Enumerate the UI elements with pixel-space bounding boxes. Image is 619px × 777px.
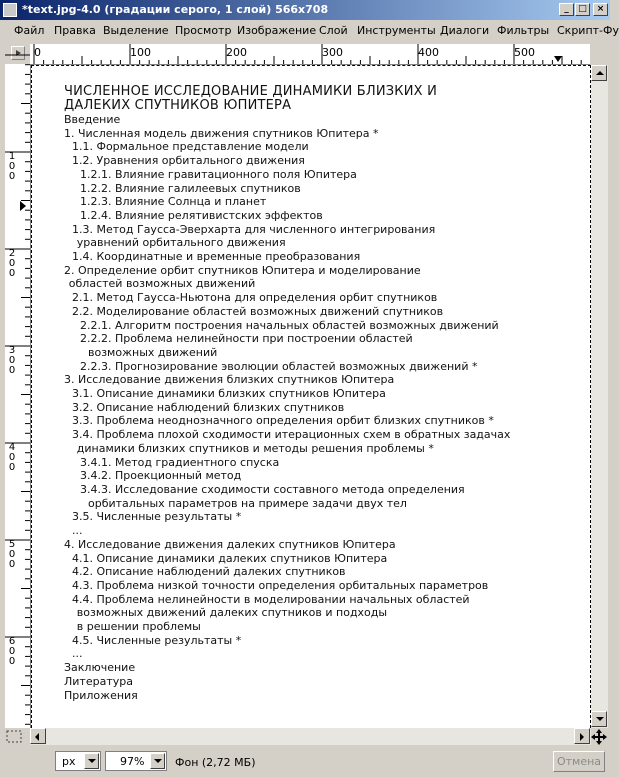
vertical-scrollbar[interactable]	[591, 65, 608, 728]
horizontal-ruler[interactable]	[30, 44, 590, 65]
status-bar	[0, 746, 610, 777]
canvas-left-boundary	[31, 65, 32, 728]
horizontal-scrollbar[interactable]	[30, 728, 591, 745]
toc-line: 1.2.3. Влияние Солнца и планет	[80, 195, 267, 209]
menu-view[interactable]: Просмотр	[175, 24, 232, 37]
scroll-down-button[interactable]	[591, 711, 607, 727]
cancel-button[interactable]: Отмена	[553, 751, 605, 772]
menu-bar	[0, 20, 619, 40]
hruler-label: 400	[418, 46, 439, 59]
toc-line: 2. Определение орбит спутников Юпитера и моделирование	[64, 263, 421, 277]
menu-tools[interactable]: Инструменты	[357, 24, 436, 37]
vruler-label: 3 0 0	[8, 345, 16, 376]
toc-line: 1.2.1. Влияние гравитационного поля Юпитера	[80, 167, 357, 181]
toc-line: 4.3. Проблема низкой точности определения орбитальных параметров	[72, 578, 489, 592]
toc-line: областей возможных движений	[68, 277, 256, 291]
toc-line: орбитальных параметров на примере задачи двух тел	[88, 496, 407, 510]
vruler-label: 6 0 0	[8, 636, 16, 667]
maximize-button[interactable]: □	[575, 3, 590, 16]
window-titlebar[interactable]	[0, 0, 610, 20]
toc-line: 2.2.1. Алгоритм построения начальных областей возможных движений	[80, 318, 499, 332]
toc-line: возможных движений далеких спутников и подходы	[76, 606, 388, 620]
image-canvas[interactable]	[31, 65, 591, 728]
canvas-top-boundary	[31, 65, 591, 66]
toc-line: 2.1. Метод Гаусса-Ньютона для определения орбит спутников	[72, 291, 438, 305]
zoom-selector[interactable]	[105, 751, 167, 771]
toc-line: Литература	[64, 674, 133, 688]
toc-line: 3.4.1. Метод градиентного спуска	[80, 455, 280, 469]
toc-line: 2.2.2. Проблема нелинейности при построении областей	[80, 332, 413, 346]
scroll-right-button[interactable]	[574, 728, 590, 744]
status-info: Фон (2,72 МБ)	[175, 756, 256, 769]
menu-image[interactable]: Изображение	[237, 24, 317, 37]
hruler-label: 300	[322, 46, 343, 59]
scroll-left-button[interactable]	[30, 728, 46, 744]
vruler-label: 4 0 0	[8, 442, 16, 473]
vertical-ruler[interactable]	[5, 64, 31, 728]
window-title: *text.jpg-4.0 (градации серого, 1 слой) 566x708	[22, 3, 329, 16]
vruler-label: 2 0 0	[8, 248, 16, 279]
toc-line: ...	[72, 524, 83, 538]
toc-line: 1.3. Метод Гаусса-Эверхарта для численного интегрирования	[72, 222, 436, 236]
toc-line: 3.4.2. Проекционный метод	[80, 469, 242, 483]
toc-line: 2.2. Моделирование областей возможных движений спутников	[72, 304, 444, 318]
menu-file[interactable]: Файл	[14, 24, 45, 37]
unit-selector[interactable]	[55, 751, 101, 771]
menu-dialogs[interactable]: Диалоги	[440, 24, 490, 37]
gimp-app-icon[interactable]	[3, 3, 17, 17]
toc-line: 3.4.3. Исследование сходимости составного метода определения	[80, 482, 465, 496]
vruler-label: 1 0 0	[8, 151, 16, 182]
menu-layer[interactable]: Слой	[319, 24, 348, 37]
chevron-down-icon[interactable]	[150, 753, 165, 769]
toc-line: 3.4. Проблема плохой сходимости итерационных схем в обратных задачах	[72, 428, 511, 442]
toc-line: динамики близких спутников и методы решения проблемы *	[76, 441, 434, 455]
toc-line: 1.2.4. Влияние релятивистских эффектов	[80, 208, 323, 222]
navigate-icon[interactable]	[590, 728, 608, 746]
document-heading: ЧИСЛЕННОЕ ИССЛЕДОВАНИЕ ДИНАМИКИ БЛИЗКИХ И	[64, 84, 437, 99]
pointer-position-marker	[554, 56, 562, 62]
toc-line: 3.1. Описание динамики близких спутников Юпитера	[72, 387, 386, 401]
document-heading: ДАЛЕКИХ СПУТНИКОВ ЮПИТЕРА	[64, 98, 292, 113]
scroll-up-button[interactable]	[591, 65, 607, 81]
toc-line: в решении проблемы	[76, 620, 201, 634]
toc-line: Введение	[64, 113, 121, 126]
toc-line: возможных движений	[88, 345, 218, 359]
hruler-label: 100	[130, 46, 151, 59]
hruler-label: 500	[514, 46, 535, 59]
toc-line: 4. Исследование движения далеких спутников Юпитера	[64, 537, 396, 551]
vruler-label: 5 0 0	[8, 539, 16, 570]
toc-line: 1.2.2. Влияние галилеевых спутников	[80, 181, 301, 195]
zoom-value: 97%	[120, 755, 145, 768]
toc-line: 3. Исследование движения близких спутников Юпитера	[64, 373, 395, 387]
toc-line: 2.2.3. Прогнозирование эволюции областей возможных движений *	[80, 359, 478, 373]
minimize-button[interactable]: _	[559, 3, 574, 16]
toc-line: 1.4. Координатные и временные преобразования	[72, 250, 361, 264]
pointer-position-marker	[20, 201, 26, 211]
quick-mask-icon[interactable]	[5, 729, 27, 745]
toc-line: 3.3. Проблема неоднозначного определения орбит близких спутников *	[72, 414, 494, 428]
toc-line: Приложения	[64, 688, 138, 702]
toc-line: 4.2. Описание наблюдений далеких спутников	[72, 565, 346, 579]
toc-line: 1.2. Уравнения орбитального движения	[72, 154, 305, 168]
toc-line: 3.5. Численные результаты *	[72, 510, 242, 524]
toc-line: Заключение	[64, 661, 136, 675]
close-button[interactable]: ×	[593, 3, 608, 16]
toc-line: 1.1. Формальное представление модели	[72, 140, 309, 154]
horizontal-ruler-ticks	[30, 44, 590, 64]
menu-edit[interactable]: Правка	[54, 24, 96, 37]
toc-line: 4.4. Проблема нелинейности в моделировании начальных областей	[72, 592, 470, 606]
toc-line: ...	[72, 647, 83, 661]
chevron-down-icon[interactable]	[84, 753, 99, 769]
image-menu-button[interactable]	[11, 46, 25, 60]
document-text	[64, 85, 589, 702]
toc-line: 1. Численная модель движения спутников Юпитера *	[64, 126, 379, 140]
toc-line: 4.1. Описание динамики далеких спутников Юпитера	[72, 551, 388, 565]
hruler-label: 0	[34, 46, 41, 59]
toc-line: уравнений орбитального движения	[76, 236, 286, 250]
toc-line: 3.2. Описание наблюдений близких спутников	[72, 400, 345, 414]
toc-line: 4.5. Численные результаты *	[72, 633, 242, 647]
menu-select[interactable]: Выделение	[103, 24, 169, 37]
unit-value: px	[62, 755, 76, 768]
hruler-label: 200	[226, 46, 247, 59]
menu-script-fu[interactable]: Скрипт-Фу	[557, 24, 619, 37]
menu-filters[interactable]: Фильтры	[497, 24, 550, 37]
